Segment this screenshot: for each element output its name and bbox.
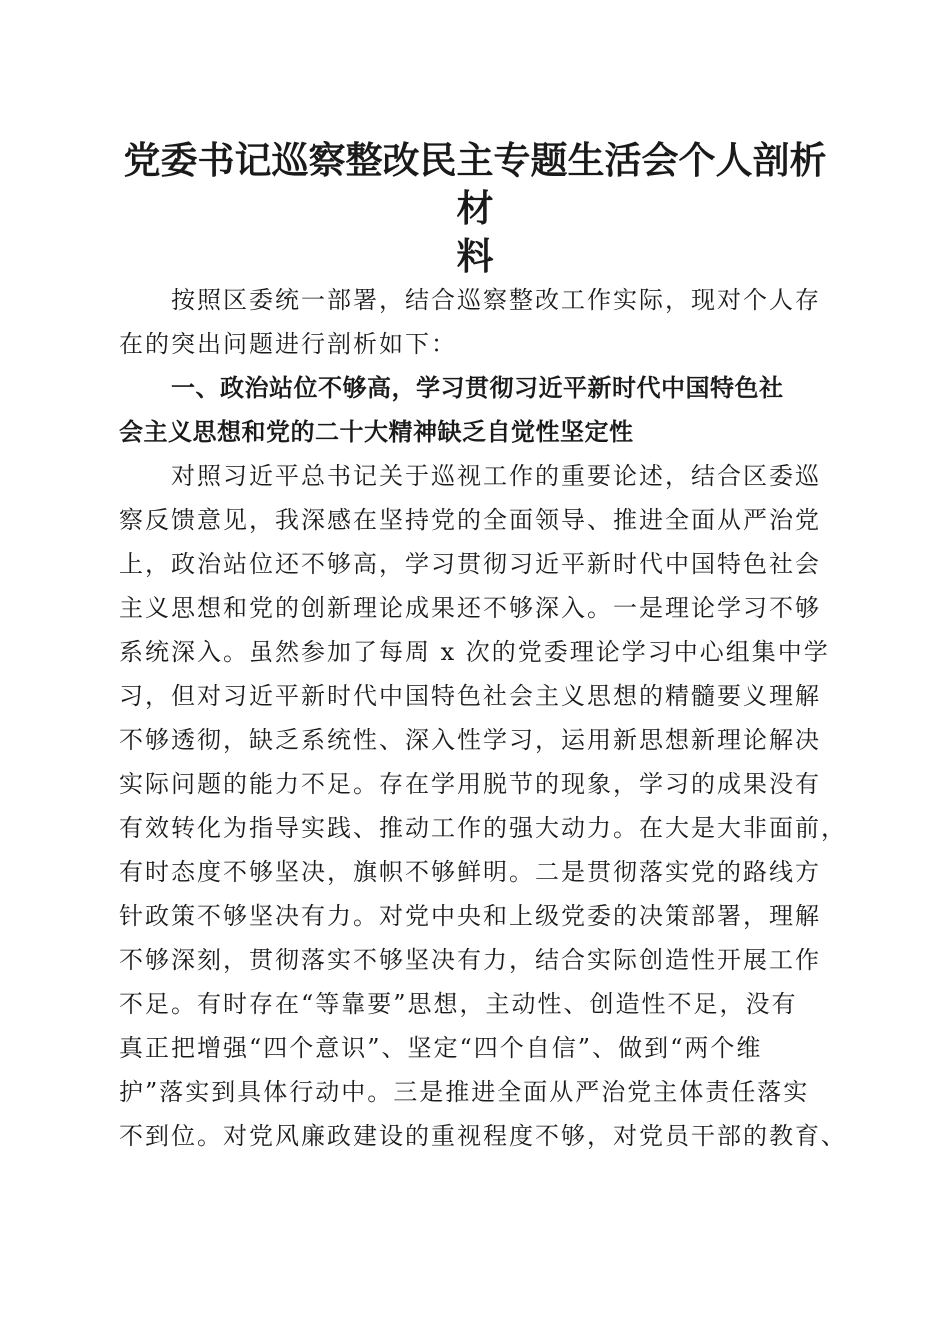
- title-line-2: 料: [456, 234, 494, 278]
- title-line-1: 党委书记巡察整改民主专题生活会个人剖析材: [123, 138, 827, 230]
- text-line: 不够深刻，贯彻落实不够坚决有力，结合实际创造性开展工作: [119, 946, 821, 974]
- body-paragraph-1: [119, 454, 847, 1158]
- text-line: 按照区委统一部署，结合巡察整改工作实际，现对个人存: [171, 286, 821, 314]
- text-line: 习，但对习近平新时代中国特色社会主义思想的精髓要义理解: [119, 682, 821, 710]
- section-heading-1: [119, 366, 831, 454]
- intro-paragraph: [119, 278, 831, 366]
- text-line: 有效转化为指导实践、推动工作的强大动力。在大是大非面前，: [119, 814, 847, 842]
- text-line: 不到位。对党风廉政建设的重视程度不够，对党员干部的教育、: [119, 1122, 847, 1150]
- text-line: 实际问题的能力不足。存在学用脱节的现象，学习的成果没有: [119, 770, 821, 798]
- text-line: 在的突出问题进行剖析如下：: [119, 330, 457, 358]
- text-line: 对照习近平总书记关于巡视工作的重要论述，结合区委巡: [171, 462, 821, 490]
- heading-line: 会主义思想和党的二十大精神缺乏自觉性坚定性: [119, 418, 634, 446]
- text-line: 上，政治站位还不够高，学习贯彻习近平新时代中国特色社会: [119, 550, 821, 578]
- text-line: 不足。有时存在“等靠要”思想，主动性、创造性不足，没有: [119, 990, 798, 1018]
- text-line: 护”落实到具体行动中。三是推进全面从严治党主体责任落实: [119, 1078, 810, 1106]
- heading-line: 一、政治站位不够高，学习贯彻习近平新时代中国特色社: [171, 374, 784, 402]
- text-line: 针政策不够坚决有力。对党中央和上级党委的决策部署，理解: [119, 902, 821, 930]
- text-line: 系统深入。虽然参加了每周 x 次的党委理论学习中心组集中学: [119, 638, 830, 666]
- text-line: 主义思想和党的创新理论成果还不够深入。一是理论学习不够: [119, 594, 821, 622]
- text-line: 察反馈意见，我深感在坚持党的全面领导、推进全面从严治党: [119, 506, 821, 534]
- text-line: 不够透彻，缺乏系统性、深入性学习，运用新思想新理论解决: [119, 726, 821, 754]
- text-line: 有时态度不够坚决，旗帜不够鲜明。二是贯彻落实党的路线方: [119, 858, 821, 886]
- document-title: [110, 136, 840, 280]
- text-line: 真正把增强“四个意识”、坚定“四个自信”、做到“两个维: [119, 1034, 763, 1062]
